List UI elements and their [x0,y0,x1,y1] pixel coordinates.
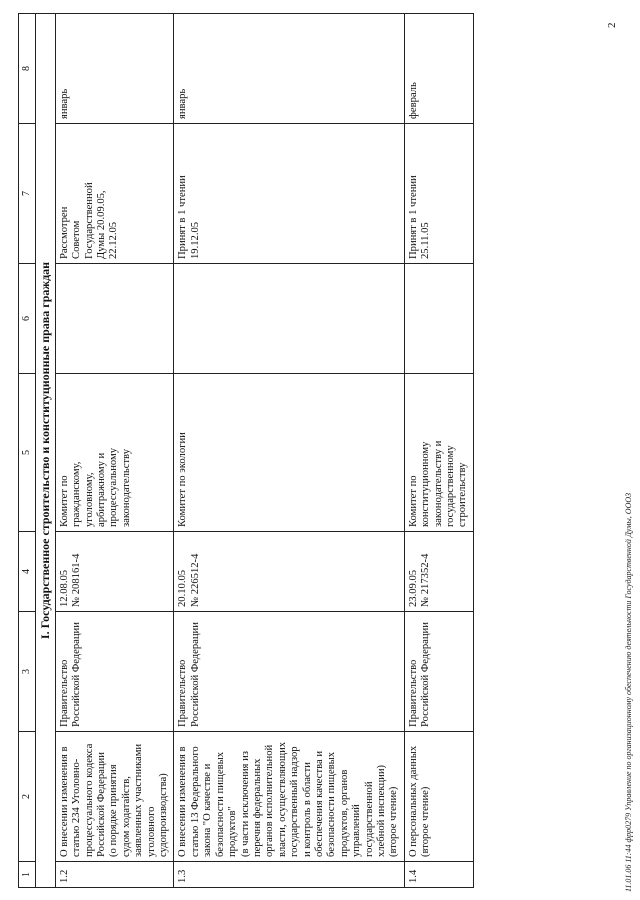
column-number-row [19,14,36,888]
row-number: 1.4 [404,862,473,888]
registration-info: 12.08.05 № 208161-4 [55,532,174,612]
consideration-term: февраль [404,14,473,124]
bill-title: О внесении изменения в статью 13 Федерального закона "О качестве и безопасности пищевых продуктов" (в части исключения из перечня федеральных органов исполнительной власти, осуществляющих государственный надзор и контроль в области обеспечения качества и безопасности пищевых продуктов, органов управлений государственной хлебной инспекции) (второе чтение) [174,732,404,862]
section-title: I. Государственное строительство и конституционные права граждан [36,14,55,888]
table-row [55,14,174,888]
column-header: 6 [19,264,36,374]
column-header: 1 [19,862,36,888]
column-header: 8 [19,14,36,124]
registration-info: 23.09.05 № 217352-4 [404,532,473,612]
responsible-committee: Комитет по гражданскому, уголовному, арбитражному и процессуальному законодательству [55,374,174,532]
column-header: 2 [19,732,36,862]
bill-author: Правительство Российской Федерации [404,612,473,732]
table-row [404,14,473,888]
bill-author: Правительство Российской Федерации [174,612,404,732]
consideration-term: январь [55,14,174,124]
consideration-term: январь [174,14,404,124]
column-header: 5 [19,374,36,532]
legislation-table [18,13,474,888]
row-number: 1.3 [174,862,404,888]
column-header: 4 [19,532,36,612]
column-header: 3 [19,612,36,732]
bill-title: О внесении изменения в статью 234 Уголовно- процессуального кодекса Российской Федерации (о порядке принятия судом ходатайств, заявленных участниками уголовного судопроизводства) [55,732,174,862]
section-row [36,14,55,888]
table-row [174,14,404,888]
bill-status: Принят в 1 чтении 25.11.05 [404,124,473,264]
bill-author: Правительство Российской Федерации [55,612,174,732]
bill-title: О персональных данных (второе чтение) [404,732,473,862]
responsible-committee: Комитет по экологии [174,374,404,532]
registration-info: 20.10.05 № 226512-4 [174,532,404,612]
bill-status: Принят в 1 чтении 19.12.05 [174,124,404,264]
row-number: 1.2 [55,862,174,888]
column-6-cell [404,264,473,374]
column-6-cell [55,264,174,374]
column-6-cell [174,264,404,374]
footer-text: 11.01.06 11:44 фрр0279 Управление по организационному обеспечению деятельности Государственной Думы, ООО3 [624,492,633,892]
page-number: 2 [606,22,618,28]
bill-status: Рассмотрен Советом Государственной Думы 20.09.05, 22.12.05 [55,124,174,264]
responsible-committee: Комитет по конституционному законодательству и государственному строительству [404,374,473,532]
column-header: 7 [19,124,36,264]
